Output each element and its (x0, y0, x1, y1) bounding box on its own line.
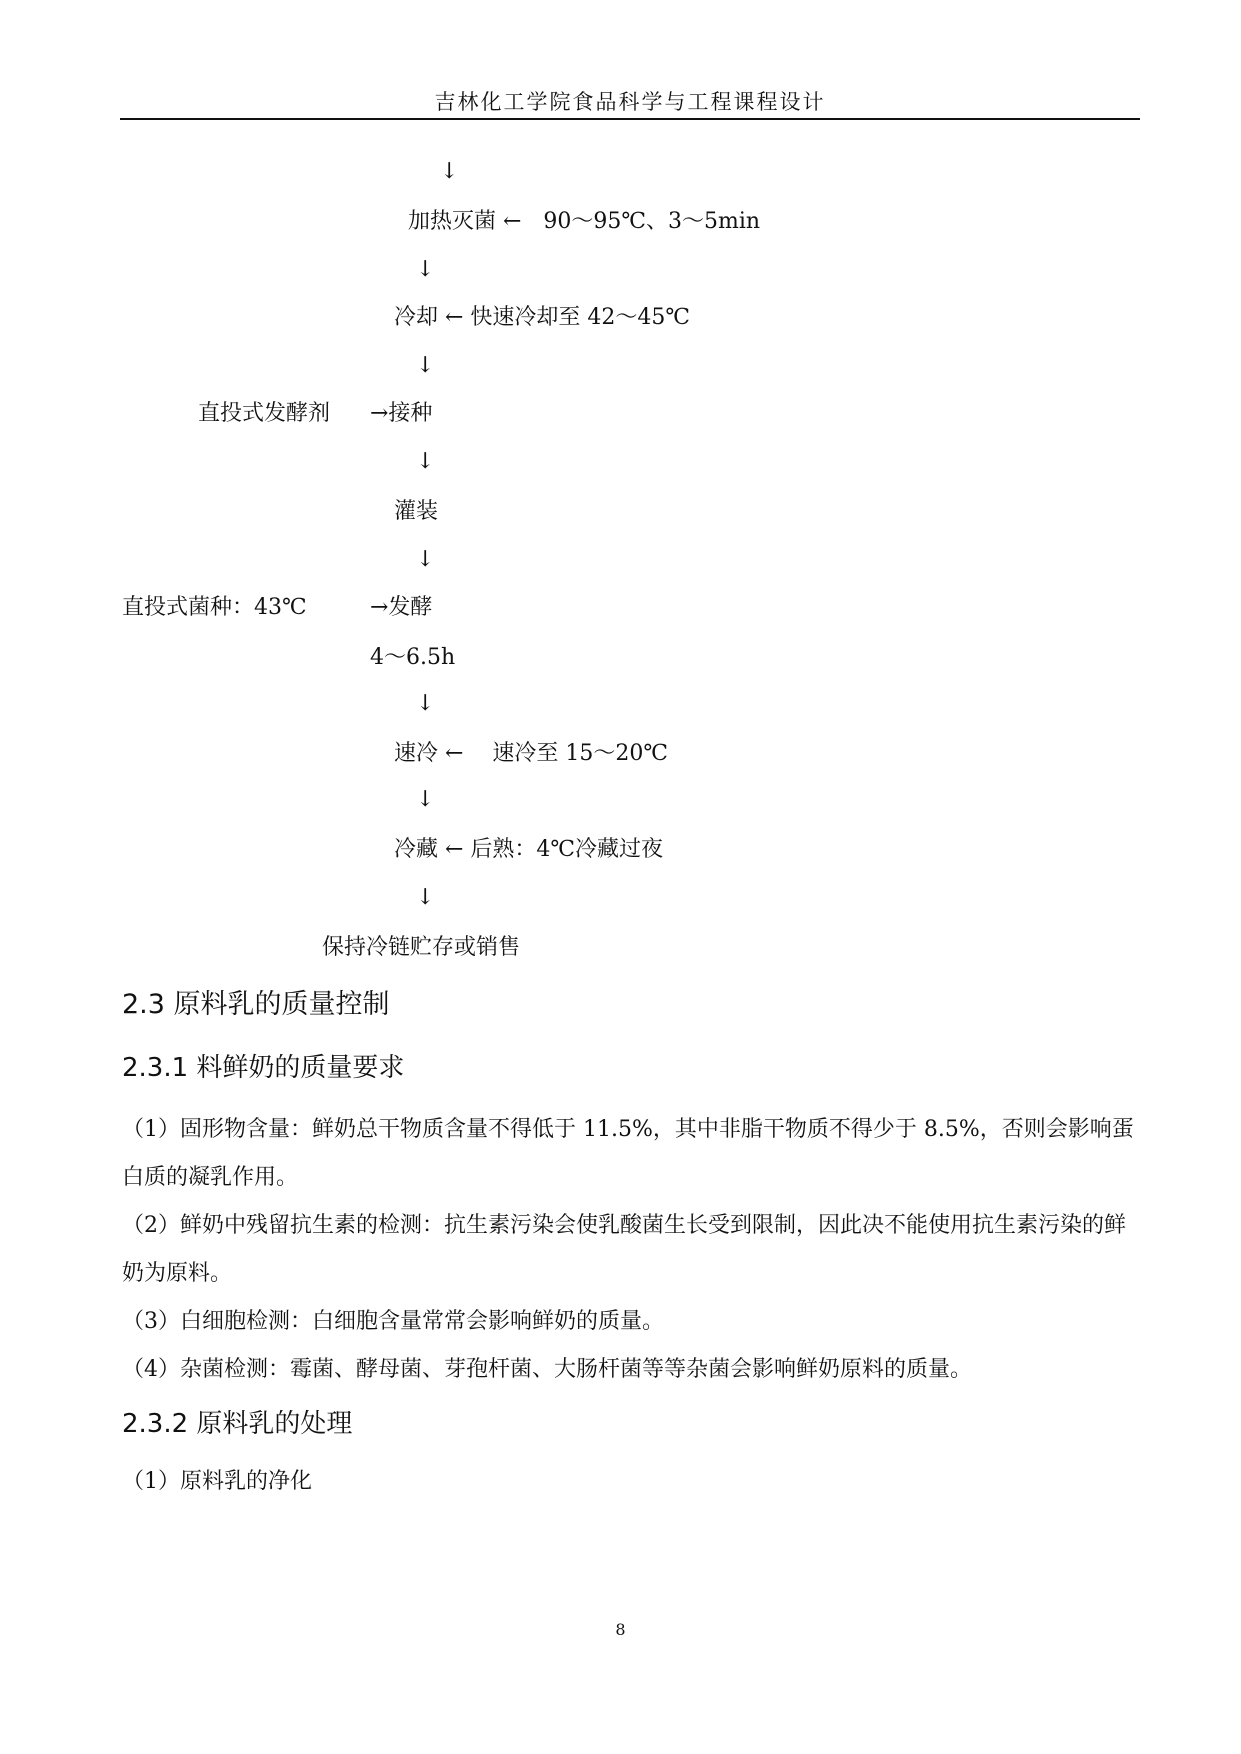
flow-step-quickcool: 速冷 ← 速冷至 15～20℃ (394, 741, 669, 766)
flow-input-starter: 直投式发酵剂 (198, 401, 331, 426)
flow-arrow-down: ↓ (416, 787, 435, 812)
flow-step-refrigerate: 冷藏 ← 后熟：4℃冷藏过夜 (394, 837, 664, 862)
flow-arrow-down: ↓ (440, 159, 459, 184)
flow-step-store: 保持冷链贮存或销售 (322, 935, 521, 960)
flow-arrow-down: ↓ (416, 449, 435, 474)
section-heading-2-3-2: 2.3.2 原料乳的处理 (122, 1409, 353, 1439)
header-divider (120, 118, 1140, 120)
flow-arrow-down: ↓ (416, 547, 435, 572)
flow-ferment-time: 4～6.5h (370, 645, 456, 670)
section-heading-2-3: 2.3 原料乳的质量控制 (122, 989, 390, 1020)
page-header: 吉林化工学院食品科学与工程课程设计 (434, 90, 826, 114)
flow-step-cool: 冷却 ← 快速冷却至 42～45℃ (394, 305, 691, 330)
paragraph-microbes: （4）杂菌检测：霉菌、酵母菌、芽孢杆菌、大肠杆菌等等杂菌会影响鲜奶原料的质量。 (122, 1357, 972, 1382)
section-heading-2-3-1: 2.3.1 料鲜奶的质量要求 (122, 1053, 405, 1083)
paragraph-leukocytes: （3）白细胞检测：白细胞含量常常会影响鲜奶的质量。 (122, 1309, 664, 1334)
paragraph-solids: （1）固形物含量：鲜奶总干物质含量不得低于 11.5%，其中非脂干物质不得少于 8.5%，否则会影响蛋白质的凝乳作用。 (122, 1117, 1134, 1190)
flow-step-fill: 灌装 (394, 499, 439, 524)
paragraph-antibiotics: （2）鲜奶中残留抗生素的检测：抗生素污染会使乳酸菌生长受到限制，因此决不能使用抗生素污染的鲜奶为原料。 (122, 1213, 1127, 1286)
flow-step-ferment: →发酵 (370, 595, 433, 620)
flow-arrow-down: ↓ (416, 257, 435, 282)
flow-arrow-down: ↓ (416, 353, 435, 378)
paragraph-purification: （1）原料乳的净化 (122, 1469, 312, 1494)
flow-step-inoculate: →接种 (370, 401, 433, 426)
flow-step-sterilize: 加热灭菌 ← 90～95℃、3～5min (408, 209, 761, 234)
flow-input-culture: 直投式菌种：43℃ (122, 595, 307, 620)
flow-arrow-down: ↓ (416, 691, 435, 716)
page-number: 8 (615, 1620, 626, 1639)
flow-arrow-down: ↓ (416, 885, 435, 910)
